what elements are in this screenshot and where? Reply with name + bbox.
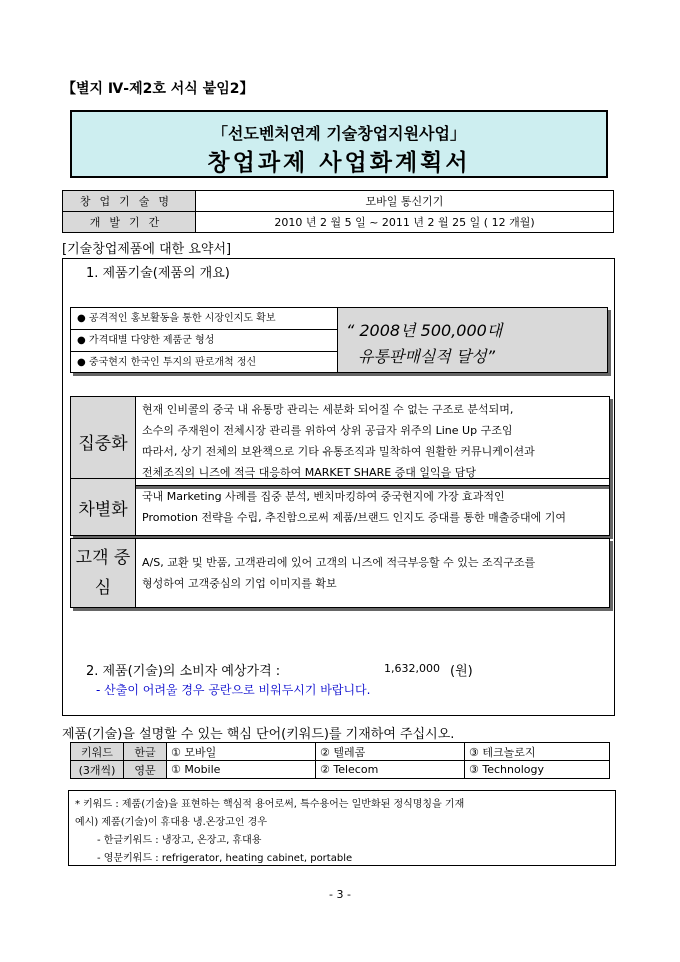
keyword-lang: 영문: [124, 761, 167, 779]
guide-line: - 한글키워드 : 냉장고, 온장고, 휴대용: [97, 835, 262, 846]
keyword-row: [71, 761, 610, 779]
keyword-cell: ③ Technology: [465, 761, 610, 779]
block-line: 형성하여 고객중심의 기업 이미지를 확보: [142, 577, 337, 590]
keyword-row: [71, 743, 610, 761]
title-box: [70, 110, 608, 178]
keyword-guide-box: [68, 790, 616, 866]
block-text: [136, 397, 610, 486]
block-text: [136, 539, 610, 608]
bullet-list: [70, 307, 338, 373]
info-value: 2010 년 2 월 5 일 ~ 2011 년 2 월 25 일 ( 12 개월): [196, 212, 614, 233]
keyword-cell: ② Telecom: [316, 761, 465, 779]
bullet-item: ● 공격적인 홍보활동을 통한 시장인지도 확보: [71, 308, 337, 330]
keyword-cell: ③ 테크놀로지: [465, 743, 610, 761]
block-line: 따라서, 상기 전체의 보완책으로 기타 유통조직과 밀착하여 원활한 커뮤니케이션과: [142, 445, 535, 458]
highlight-box: [338, 307, 608, 373]
summary-heading: [기술창업제품에 대한 요약서]: [62, 242, 232, 257]
block-line: A/S, 교환 및 반품, 고객관리에 있어 고객의 니즈에 적극부응할 수 있는 조직구조를: [142, 556, 536, 569]
price-note: - 산출이 어려울 경우 공란으로 비워두시기 바랍니다.: [96, 683, 371, 697]
bullet-item: ● 중국현지 한국인 투지의 판로개척 정신: [77, 357, 257, 368]
strategy-block: [70, 538, 610, 608]
info-row: [63, 212, 614, 233]
block-line: Promotion 전략을 수립, 추진함으로써 제품/브랜드 인지도 증대를 통한 매출증대에 기여: [142, 511, 567, 524]
price-value: 1,632,000: [384, 662, 440, 675]
page-number: - 3 -: [329, 888, 351, 901]
block-line: 현재 인비콜의 중국 내 유통망 관리는 세분화 되어질 수 없는 구조로 분석되며,: [142, 403, 514, 416]
guide-line: - 영문키워드 : refrigerator, heating cabinet, portable: [97, 853, 353, 864]
block-line: 소수의 주재원이 전체시장 관리를 위하여 상위 공급자 위주의 Line Up 구조임: [142, 424, 513, 437]
keyword-heading: 제품(기술)을 설명할 수 있는 핵심 단어(키워드)를 기재하여 주십시오.: [62, 727, 455, 742]
keyword-lang: 한글: [124, 743, 167, 761]
project-info-table: [62, 190, 614, 233]
keyword-cell: ② 텔레콤: [316, 743, 465, 761]
guide-line: * 키워드 : 제품(기술)을 표현하는 핵심적 용어로써, 특수용어는 일반화된 정식명칭을 기재: [75, 799, 465, 810]
info-label: 창업기술명: [63, 191, 196, 212]
info-row: [63, 191, 614, 212]
keyword-label: 키워드: [71, 743, 124, 761]
block-head: 고객 중심: [71, 539, 136, 608]
document-title: 창업과제 사업화계획서: [207, 150, 471, 176]
info-label: 개발기간: [63, 212, 196, 233]
keyword-table: [70, 742, 610, 779]
block-head: 차별화: [71, 479, 136, 536]
info-value: 모바일 통신기기: [196, 191, 614, 212]
keyword-cell: ① Mobile: [167, 761, 316, 779]
keyword-cell: ① 모바일: [167, 743, 316, 761]
section1-heading: 1. 제품기술(제품의 개요): [86, 266, 230, 281]
block-text: [136, 479, 610, 536]
block-line: 전체조직의 니즈에 적극 대응하여 MARKET SHARE 증대 일익을 담당: [142, 466, 477, 479]
bullet-item: ● 가격대별 다양한 제품군 형성: [71, 330, 337, 352]
price-unit: (원): [450, 664, 473, 679]
section2-heading: 2. 제품(기술)의 소비자 예상가격 :: [86, 664, 281, 679]
strategy-block: [70, 396, 610, 486]
program-name: 「선도벤처연계 기술창업지원사업」: [212, 124, 466, 143]
guide-line: 예시) 제품(기술)이 휴대용 냉․온장고인 경우: [75, 817, 267, 828]
keyword-label: (3개씩): [71, 761, 124, 779]
highlight-line1: “ 2008년 500,000대: [346, 321, 503, 340]
form-tag: 【별지 Ⅳ-제2호 서식 붙임2】: [62, 81, 254, 97]
strategy-block: [70, 478, 610, 536]
block-head: 집중화: [71, 397, 136, 486]
block-line: 국내 Marketing 사례를 집중 분석, 벤치마킹하여 중국현지에 가장 효과적인: [142, 490, 505, 503]
highlight-line2: 유통판매실적 달성”: [358, 347, 496, 366]
